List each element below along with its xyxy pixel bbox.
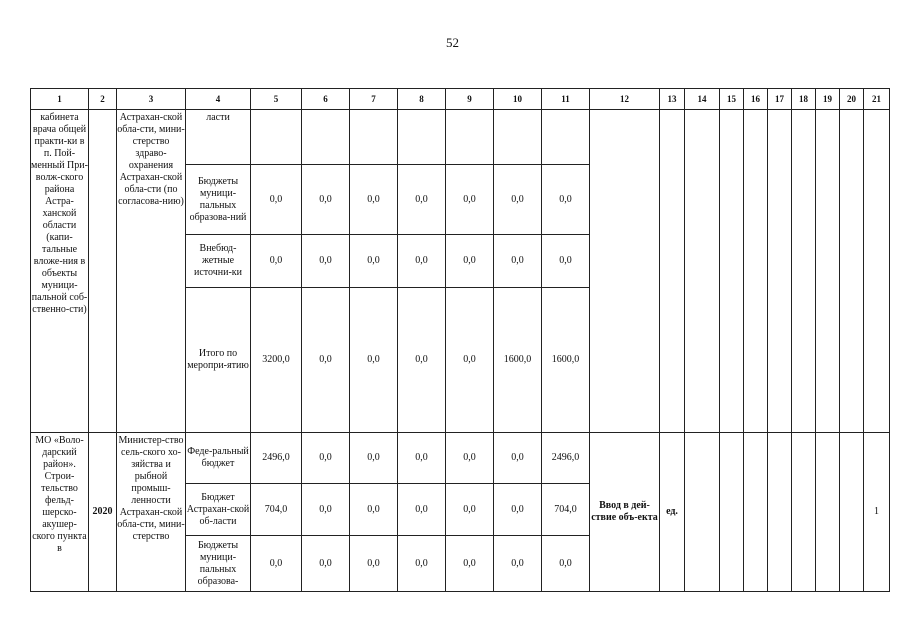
empty-cell: [720, 433, 744, 592]
value-cell: 0,0: [446, 235, 494, 288]
value-cell: 0,0: [542, 165, 590, 235]
empty-cell: [768, 433, 792, 592]
table-row: [31, 433, 890, 484]
value-cell: 0,0: [446, 288, 494, 433]
unit-cell: ед.: [660, 433, 685, 592]
value-cell: 0,0: [302, 536, 350, 592]
value-cell: 2496,0: [251, 433, 302, 484]
value-cell: 0,0: [398, 536, 446, 592]
empty-cell: [840, 110, 864, 433]
value-cell: 0,0: [398, 165, 446, 235]
value-cell: 1600,0: [494, 288, 542, 433]
empty-cell: [792, 433, 816, 592]
value-cell: 0,0: [398, 484, 446, 536]
page-number: 52: [446, 35, 459, 50]
value-cell: 0,0: [251, 235, 302, 288]
empty-cell: [685, 433, 720, 592]
value-cell: 0,0: [251, 536, 302, 592]
year-cell: [89, 110, 117, 433]
executor-cell: Министер-ство сель-ского хо-зяйства и рыбной промыш-ленности Астрахан-ской обла-сти, мини-стерство: [117, 433, 186, 592]
value-cell: [350, 110, 398, 165]
value-cell: 1600,0: [542, 288, 590, 433]
header-cell: 18: [792, 89, 816, 110]
header-cell: 7: [350, 89, 398, 110]
header-cell: 20: [840, 89, 864, 110]
value-cell: 0,0: [302, 433, 350, 484]
empty-cell: [816, 110, 840, 433]
budget-table: [30, 88, 890, 592]
empty-cell: [840, 433, 864, 592]
executor-cell: Астрахан-ской обла-сти, мини-стерство здраво-охранения Астрахан-ской обла-сти (по согласова-нию): [117, 110, 186, 433]
measure-name: кабинета врача общей практи-ки в п. Пой-менный При-волж-ского района Астра-ханской области (капи-тальные вложе-ния в объекты муници-пальной соб-ственно-сти): [31, 110, 89, 433]
header-cell: 9: [446, 89, 494, 110]
value-cell: 0,0: [542, 235, 590, 288]
empty-cell: [685, 110, 720, 433]
value-cell: 0,0: [494, 235, 542, 288]
empty-cell: [744, 433, 768, 592]
table-row: [31, 110, 890, 165]
header-cell: 5: [251, 89, 302, 110]
value-cell: 704,0: [542, 484, 590, 536]
indicator-cell: Ввод в дей-ствие объ-екта: [590, 433, 660, 592]
empty-cell: [816, 433, 840, 592]
header-cell: 6: [302, 89, 350, 110]
unit-cell: [660, 110, 685, 433]
empty-cell: [768, 110, 792, 433]
header-cell: 1: [31, 89, 89, 110]
value-cell: [446, 110, 494, 165]
value-cell: 704,0: [251, 484, 302, 536]
header-cell: 10: [494, 89, 542, 110]
header-cell: 13: [660, 89, 685, 110]
header-cell: 19: [816, 89, 840, 110]
funding-source: Итого по меропри-ятию: [186, 288, 251, 433]
header-cell: 11: [542, 89, 590, 110]
value-cell: 0,0: [494, 536, 542, 592]
indicator-cell: [590, 110, 660, 433]
value-cell: 0,0: [302, 484, 350, 536]
value-cell: 0,0: [494, 165, 542, 235]
value-cell: 0,0: [446, 433, 494, 484]
empty-cell: [744, 110, 768, 433]
funding-source: Бюджеты муници-пальных образова-ний: [186, 165, 251, 235]
value-cell: 0,0: [446, 165, 494, 235]
empty-cell: [792, 110, 816, 433]
value-cell: 0,0: [350, 433, 398, 484]
value-cell: [398, 110, 446, 165]
value-cell: 0,0: [398, 433, 446, 484]
value-cell: 3200,0: [251, 288, 302, 433]
header-row: [31, 89, 890, 110]
value-cell: 2496,0: [542, 433, 590, 484]
value-cell: 0,0: [302, 235, 350, 288]
value-cell: 0,0: [302, 165, 350, 235]
header-cell: 21: [864, 89, 890, 110]
value-cell: 0,0: [494, 484, 542, 536]
value-cell: 0,0: [302, 288, 350, 433]
empty-cell: [864, 110, 890, 433]
funding-source: Феде-ральный бюджет: [186, 433, 251, 484]
value-cell: 0,0: [350, 165, 398, 235]
value-cell: [494, 110, 542, 165]
funding-source: Бюджет Астрахан-ской об-ласти: [186, 484, 251, 536]
year-cell: 2020: [89, 433, 117, 592]
value-cell: 0,0: [446, 536, 494, 592]
header-cell: 14: [685, 89, 720, 110]
header-cell: 17: [768, 89, 792, 110]
value-cell: 0,0: [398, 235, 446, 288]
funding-source: ласти: [186, 110, 251, 165]
value-cell: 0,0: [494, 433, 542, 484]
value-cell: 1: [864, 433, 890, 592]
value-cell: 0,0: [350, 288, 398, 433]
value-cell: 0,0: [350, 536, 398, 592]
funding-source: Бюджеты муници-пальных образова-: [186, 536, 251, 592]
value-cell: 0,0: [446, 484, 494, 536]
value-cell: 0,0: [251, 165, 302, 235]
empty-cell: [720, 110, 744, 433]
header-cell: 2: [89, 89, 117, 110]
funding-source: Внебюд-жетные источни-ки: [186, 235, 251, 288]
measure-name: МО «Воло-дарский район». Строи-тельство фельд-шерско-акушер-ского пункта в: [31, 433, 89, 592]
header-cell: 3: [117, 89, 186, 110]
value-cell: 0,0: [398, 288, 446, 433]
value-cell: [251, 110, 302, 165]
value-cell: 0,0: [542, 536, 590, 592]
header-cell: 12: [590, 89, 660, 110]
value-cell: [302, 110, 350, 165]
header-cell: 4: [186, 89, 251, 110]
value-cell: [542, 110, 590, 165]
header-cell: 16: [744, 89, 768, 110]
value-cell: 0,0: [350, 235, 398, 288]
header-cell: 15: [720, 89, 744, 110]
value-cell: 0,0: [350, 484, 398, 536]
header-cell: 8: [398, 89, 446, 110]
